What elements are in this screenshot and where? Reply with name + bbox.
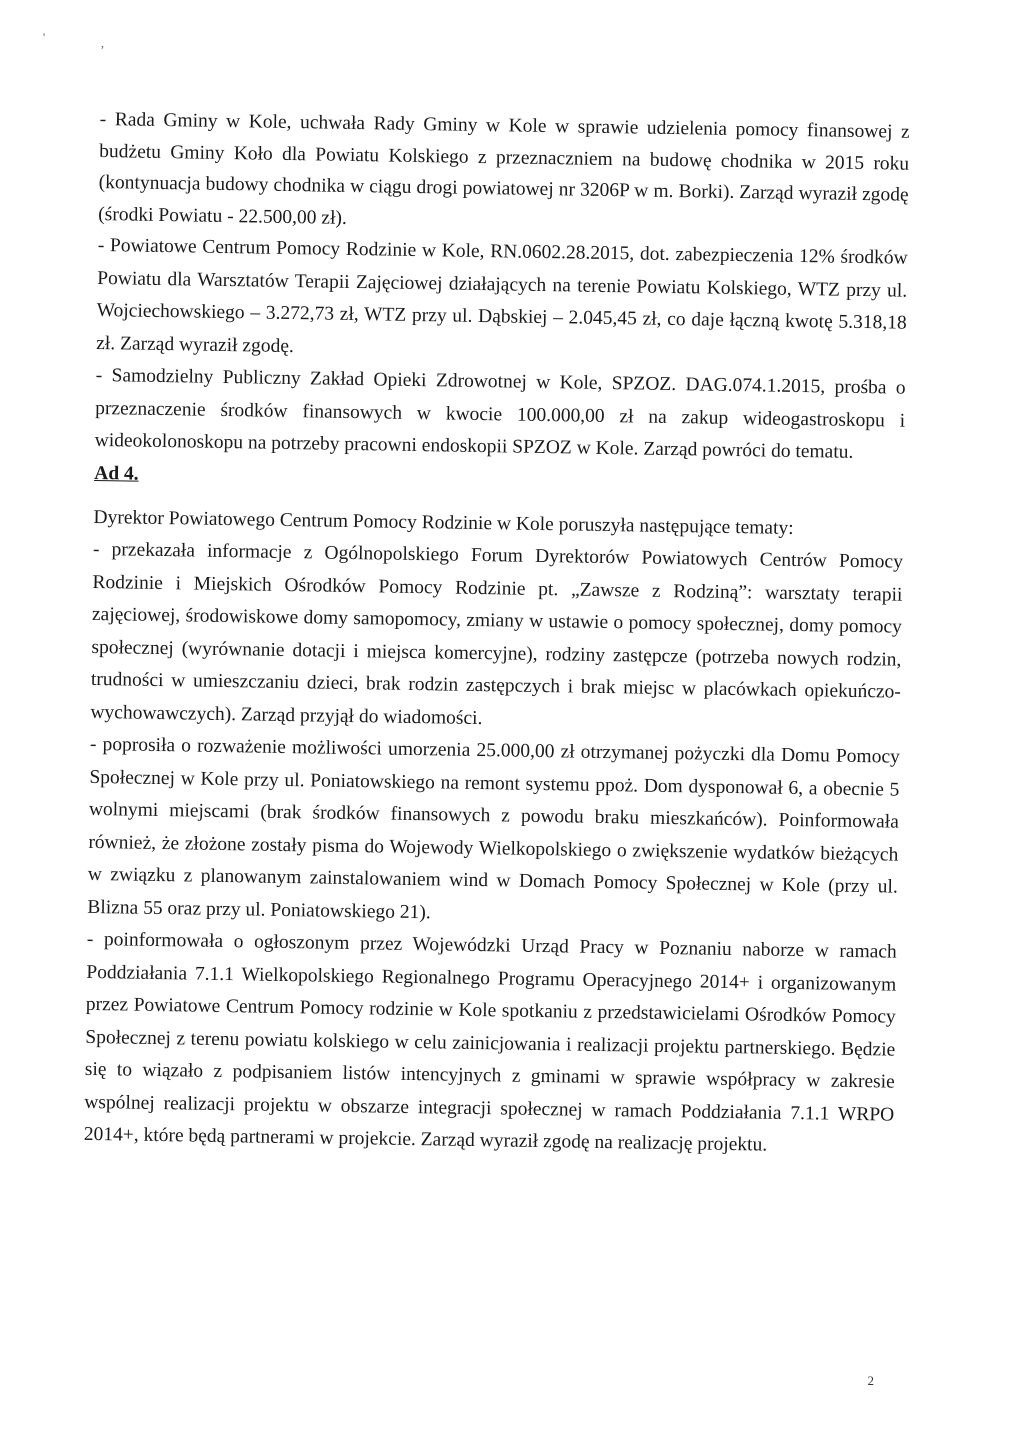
paragraph-nabor: - poinformowała o ogłoszonym przez Wojewódzki Urząd Pracy w Poznaniu naborze w ramach Poddziałania 7.1.1 Wielkopolskiego Regionalnego Programu Operacyjnego 2014+ i organizowanym przez Powiatowe Centrum Pomocy rodzinie w Kole spotkaniu z przedstawicielami Ośrodków Pomocy Społecznej z terenu powiatu kolskiego w celu zainicjowania i realizacji projektu partnerskiego. Będzie się to wiązało z podpisaniem listów intencyjnych z gminami w sprawie współpracy w zakresie wspólnej realizacji projektu w obszarze integracji społecznej w ramach Poddziałania 7.1.1 WRPO 2014+, które będą partnerami w projekcie. Zarząd wyraził zgodę na realizację projektu. xyxy=(83,928,897,1156)
paragraph-rada-gminy: - Rada Gminy w Kole, uchwała Rady Gminy w Kole w sprawie udzielenia pomocy finansowej z budżetu Gminy Koło dla Powiatu Kolskiego z przeznaczniem na budowę chodnika w 2015 roku (kontynuacja budowy chodnika w ciągu drogi powiatowej nr 3206P w m. Borki). Zarząd wyraził zgodę (środki Powiatu - 22.500,00 zł). xyxy=(98,108,910,229)
paragraph-pcpr-wtz: - Powiatowe Centrum Pomocy Rodzinie w Kole, RN.0602.28.2015, dot. zabezpieczenia 12% środków Powiatu dla Warsztatów Terapii Zajęciowej działających na terenie Powiatu Kolskiego, WTZ przy ul. Wojciechowskiego – 3.272,73 zł, WTZ przy ul. Dąbskiej – 2.045,45 zł, co daje łączną kwotę 5.318,18 zł. Zarząd wyraził zgodę. xyxy=(96,234,908,357)
scan-mark: ' xyxy=(43,30,46,44)
page-number: 2 xyxy=(867,1373,874,1388)
paragraph-dyrektor-intro: Dyrektor Powiatowego Centrum Pomocy Rodzinie w Kole poruszyła następujące tematy: xyxy=(93,506,794,539)
paragraph-spzoz: - Samodzielny Publiczny Zakład Opieki Zdrowotnej w Kole, SPZOZ. DAG.074.1.2015, prośba o przeznaczenie środków finansowych w kwocie 100.000,00 zł na zakup wideogastroskopu i wideokolonoskopu na potrzeby pracowni endoskopii SPZOZ w Kole. Zarząd powróci do tematu. xyxy=(94,364,906,463)
document-body xyxy=(84,104,910,1164)
paragraph-umorzenie: - poprosiła o rozważenie możliwości umorzenia 25.000,00 zł otrzymanej pożyczki dla Domu Pomocy Społecznej w Kole przy ul. Poniatowskiego na remont systemu ppoż. Dom dysponował 6, a obecnie 5 wolnymi miejscami (brak środków finansowych z powodu braku mieszkańców). Poinformowała również, że złożone zostały pisma do Wojewody Wielkopolskiego o zwiększenie wydatków bieżących w związku z planowanym zainstalowaniem wind w Domach Pomocy Społecznej w Kole (przy ul. Blizna 55 oraz przy ul. Poniatowskiego 21). xyxy=(87,733,901,923)
paragraph-forum: - przekazała informacje z Ogólnopolskiego Forum Dyrektorów Powiatowych Centrów Pomocy Rodzinie i Miejskich Ośrodków Pomocy Rodzinie pt. „Zawsze z Rodziną”: warsztaty terapii zajęciowej, środowiskowe domy samopomocy, zmiany w ustawie o pomocy społecznej, domy pomocy społecznej (wyrównanie dotacji i miejsca komercyjne), rodziny zastępcze (potrzeba nowych rodzin, trudności w umieszczaniu dzieci, brak rodzin zastępczych i brak miejsc w placówkach opiekuńczo-wychowawczych). Zarząd przyjął do wiadomości. xyxy=(90,538,904,729)
section-heading: Ad 4. xyxy=(94,462,139,485)
scan-mark: , xyxy=(101,36,104,50)
